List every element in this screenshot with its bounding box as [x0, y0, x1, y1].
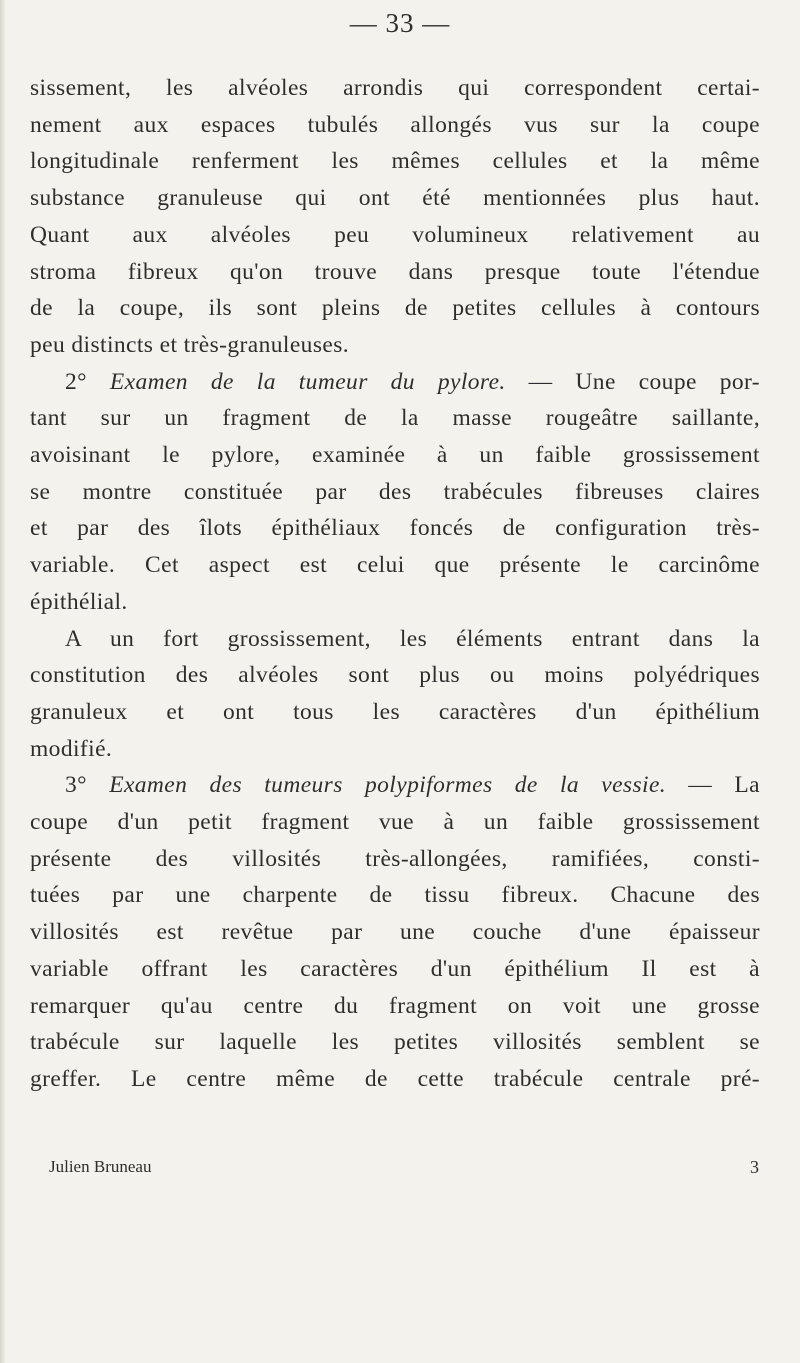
text-line: remarquer qu'au centre du fragment on voit une grosse: [30, 992, 760, 1019]
text-line: peu distincts et très-granuleuses.: [30, 331, 350, 358]
text-line: longitudinale renferment les mêmes cellules et la même: [30, 148, 760, 175]
section-3-first-line: [30, 767, 760, 804]
section-3-heading: Examen des tumeurs polypiformes de la vessie.: [109, 772, 667, 799]
section-2-first-line: [30, 364, 760, 401]
scan-edge-shadow: [0, 0, 6, 1363]
text-line: greffer. Le centre même de cette trabécule centrale pré-: [30, 1065, 760, 1092]
page-footer: [49, 1157, 759, 1178]
section-2-number: 2°: [65, 368, 87, 395]
text-line: se montre constituée par des trabécules fibreuses claires: [30, 478, 760, 505]
text-line: présente des villosités très-allongées, ramifiées, consti-: [30, 845, 760, 872]
section-2-heading: Examen de la tumeur du pylore.: [109, 368, 506, 395]
text-line: variable. Cet aspect est celui que présente le carcinôme: [30, 552, 760, 579]
text-line: avoisinant le pylore, examinée à un faible grossissement: [30, 442, 760, 469]
text-line: nement aux espaces tubulés allongés vus sur la coupe: [30, 111, 760, 138]
paragraph-1: [30, 70, 760, 364]
section-2-pylore: [30, 364, 760, 621]
text-line: Quant aux alvéoles peu volumineux relativement au: [30, 221, 760, 248]
text-line: et par des îlots épithéliaux foncés de configuration très-: [30, 515, 760, 542]
text-line: modifié.: [30, 735, 113, 762]
section-3-first-line-rest: — La: [688, 772, 760, 799]
section-2-first-line-rest: — Une coupe por-: [528, 368, 761, 395]
text-line: tuées par une charpente de tissu fibreux. Chacune des: [30, 882, 760, 909]
text-line: tant sur un fragment de la masse rougeâtre saillante,: [30, 405, 760, 432]
text-line: trabécule sur laquelle les petites villosités semblent se: [30, 1029, 760, 1056]
text-line: villosités est revêtue par une couche d'une épaisseur: [30, 919, 760, 946]
section-3-vessie: [30, 767, 760, 1097]
text-line: de la coupe, ils sont pleins de petites cellules à contours: [30, 295, 760, 322]
section-3-number: 3°: [65, 772, 87, 799]
text-line: A un fort grossissement, les éléments entrant dans la: [65, 625, 760, 652]
footer-signature-mark: 3: [750, 1157, 759, 1177]
body-text: [30, 70, 760, 1098]
text-line: substance granuleuse qui ont été mentionnées plus haut.: [30, 185, 760, 212]
text-line: épithélial.: [30, 588, 128, 615]
text-line: stroma fibreux qu'on trouve dans presque toute l'étendue: [30, 258, 760, 285]
text-line: constitution des alvéoles sont plus ou moins polyédriques: [30, 662, 760, 689]
text-line: granuleux et ont tous les caractères d'un épithélium: [30, 698, 760, 725]
text-line: sissement, les alvéoles arrondis qui correspondent certai-: [30, 75, 760, 101]
text-line: coupe d'un petit fragment vue à un faible grossissement: [30, 809, 760, 836]
text-line: variable offrant les caractères d'un épithélium Il est à: [30, 955, 760, 982]
footer-author: Julien Bruneau: [49, 1157, 152, 1176]
page-number-header: — 33 —: [349, 8, 451, 38]
paragraph-3: [30, 621, 760, 768]
